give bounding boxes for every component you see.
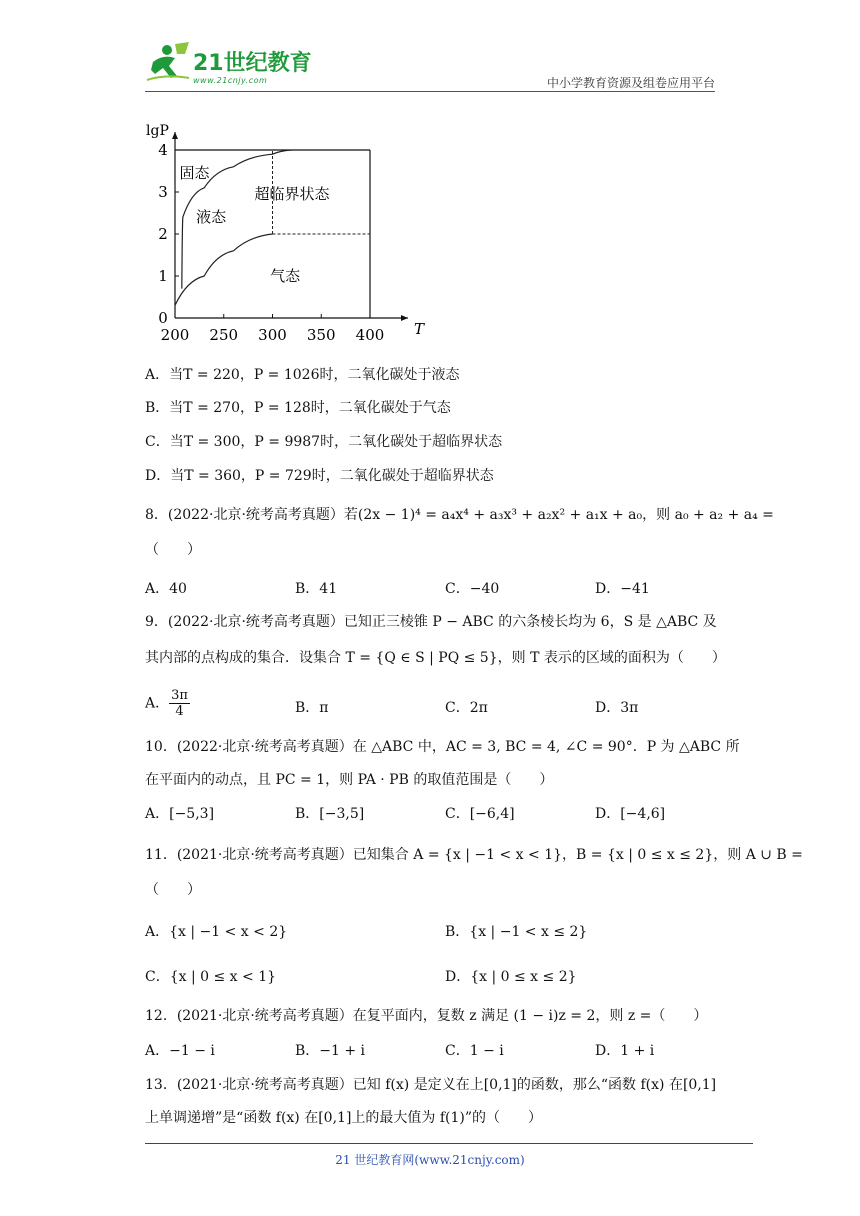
logo-url: www.21cnjy.com bbox=[193, 76, 268, 85]
q12-option-a: A．−1 − i bbox=[145, 1043, 215, 1059]
q8-option-b: B．41 bbox=[295, 581, 338, 597]
region-label: 固态 bbox=[179, 164, 210, 183]
q12-option-d: D．1 + i bbox=[595, 1043, 655, 1059]
q9-option-d: D．3π bbox=[595, 700, 639, 716]
y-tick-label: 3 bbox=[158, 183, 168, 201]
y-axis-label: lgP bbox=[146, 123, 169, 139]
logo bbox=[145, 40, 325, 90]
y-tick-label: 1 bbox=[158, 267, 168, 285]
q11-option-c: C．{x | 0 ≤ x < 1} bbox=[145, 969, 277, 985]
platform-name: 中小学教育资源及组卷应用平台 bbox=[546, 76, 715, 90]
q11-paren: （ ） bbox=[145, 882, 201, 898]
q13-stem-line1: 13．(2021·北京·统考高考真题）已知 f(x) 是定义在上[0,1]的函数，那么“函数 f(x) 在[0,1] bbox=[145, 1077, 717, 1093]
x-tick-label: 200 bbox=[160, 326, 190, 344]
q7-option-d bbox=[145, 466, 494, 486]
option-letter: A． bbox=[145, 367, 170, 383]
q8-option-c: C．−40 bbox=[445, 581, 500, 597]
q8-option-d: D．−41 bbox=[595, 581, 650, 597]
option-text: 当T = 220，P = 1026时，二氧化碳处于液态 bbox=[169, 367, 460, 383]
y-tick-label: 0 bbox=[158, 309, 168, 327]
option-text: 当T = 360，P = 729时，二氧化碳处于超临界状态 bbox=[170, 468, 494, 484]
q10-option-c: C．[−6,4] bbox=[445, 806, 515, 822]
option-text: 当T = 300，P = 9987时，二氧化碳处于超临界状态 bbox=[169, 434, 503, 450]
q10-option-d: D．[−4,6] bbox=[595, 806, 666, 822]
phase-boundary-curve bbox=[175, 234, 273, 305]
x-tick-label: 400 bbox=[355, 326, 385, 344]
q11-option-a: A．{x | −1 < x < 2} bbox=[145, 924, 288, 940]
q11-option-b: B．{x | −1 < x ≤ 2} bbox=[445, 924, 588, 940]
q10-option-a: A．[−5,3] bbox=[145, 806, 215, 822]
x-axis-arrow bbox=[401, 315, 408, 321]
y-tick-label: 4 bbox=[158, 141, 168, 159]
logo-text: 21世纪教育 bbox=[193, 51, 312, 76]
x-axis-label: T bbox=[414, 320, 425, 338]
q12-option-c: C．1 − i bbox=[445, 1043, 504, 1059]
x-tick-label: 250 bbox=[209, 326, 239, 344]
q7-option-b bbox=[145, 398, 451, 418]
q8-stem: 8．(2022·北京·统考高考真题）若(2x − 1)⁴ = a₄x⁴ + a₃x³ + a₂x² + a₁x + a₀，则 a₀ + a₂ + a₄ = bbox=[145, 507, 774, 523]
q8-option-a: A．40 bbox=[145, 581, 187, 597]
q11-option-d: D．{x | 0 ≤ x ≤ 2} bbox=[445, 969, 577, 985]
q9-stem-line1: 9．(2022·北京·统考高考真题）已知正三棱锥 P − ABC 的六条棱长均为 6，S 是 △ABC 及 bbox=[145, 614, 717, 630]
footer-divider bbox=[145, 1143, 753, 1144]
region-label: 液态 bbox=[196, 208, 227, 227]
q10-stem-line1: 10．(2022·北京·统考高考真题）在 △ABC 中，AC = 3, BC = 4, ∠C = 90°．P 为 △ABC 所 bbox=[145, 739, 740, 755]
q7-option-c bbox=[145, 432, 502, 452]
option-letter: D． bbox=[145, 468, 171, 484]
x-tick-label: 350 bbox=[306, 326, 336, 344]
q9-option-a bbox=[145, 688, 190, 719]
option-letter: C． bbox=[145, 434, 170, 450]
phase-diagram bbox=[140, 118, 425, 350]
option-letter: A． bbox=[145, 695, 170, 712]
page-footer: 21 世纪教育网(www.21cnjy.com) bbox=[335, 1153, 525, 1167]
q9-option-c: C．2π bbox=[445, 700, 488, 716]
header-divider bbox=[145, 91, 715, 92]
q10-option-b: B．[−3,5] bbox=[295, 806, 365, 822]
region-label: 超临界状态 bbox=[254, 185, 330, 204]
x-tick-label: 300 bbox=[258, 326, 287, 344]
fraction-denominator: 4 bbox=[175, 704, 184, 719]
page-header bbox=[145, 40, 715, 92]
q12-stem: 12．(2021·北京·统考高考真题）在复平面内，复数 z 满足 (1 − i)z = 2，则 z =（ ） bbox=[145, 1008, 708, 1024]
runner-icon bbox=[145, 40, 193, 86]
fraction-numerator: 3π bbox=[171, 688, 188, 703]
q11-stem: 11．(2021·北京·统考高考真题）已知集合 A = {x | −1 < x < 1}，B = {x | 0 ≤ x ≤ 2}，则 A ∪ B = bbox=[145, 847, 803, 863]
region-label: 气态 bbox=[270, 267, 301, 285]
q8-paren: （ ） bbox=[145, 542, 201, 558]
fraction bbox=[169, 688, 190, 719]
q9-option-b: B．π bbox=[295, 700, 329, 716]
q12-option-b: B．−1 + i bbox=[295, 1043, 366, 1059]
q10-stem-line2: 在平面内的动点，且 PC = 1，则 PA · PB 的取值范围是（ ） bbox=[145, 772, 554, 788]
y-axis-arrow bbox=[172, 132, 178, 139]
q13-stem-line2: 上单调递增”是“函数 f(x) 在[0,1]上的最大值为 f(1)”的（ ） bbox=[145, 1110, 543, 1126]
y-tick-label: 2 bbox=[158, 225, 168, 243]
option-letter: B． bbox=[145, 400, 170, 416]
q9-stem-line2: 其内部的点构成的集合．设集合 T = {Q ∈ S | PQ ≤ 5}，则 T 表示的区域的面积为（ ） bbox=[145, 650, 726, 666]
option-text: 当T = 270，P = 128时，二氧化碳处于气态 bbox=[169, 400, 451, 416]
q7-option-a bbox=[145, 365, 460, 385]
